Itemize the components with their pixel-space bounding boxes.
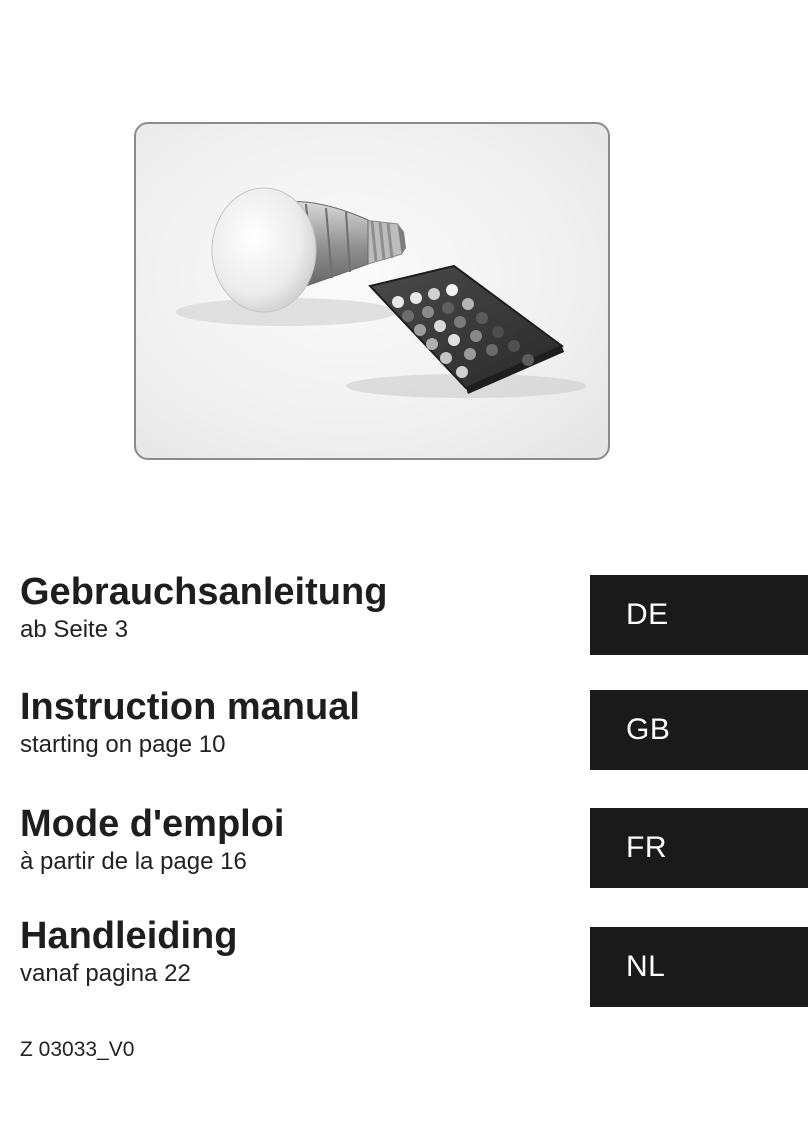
language-tab-nl: NL: [590, 927, 808, 1007]
section-subtitle: starting on page 10: [20, 731, 226, 758]
section-nl: [20, 914, 560, 989]
product-photo: [134, 122, 610, 460]
section-title: Gebrauchsanleitung: [20, 571, 388, 613]
bulb-base: [364, 220, 406, 264]
section-title: Instruction manual: [20, 686, 360, 728]
remote-control: [370, 266, 564, 394]
section-fr: [20, 802, 560, 877]
bulb-and-remote-illustration: [136, 124, 608, 458]
language-tab-de: DE: [590, 575, 808, 655]
section-title: Handleiding: [20, 915, 238, 957]
language-tab-fr: FR: [590, 808, 808, 888]
section-gb: [20, 685, 560, 760]
section-title: Mode d'emploi: [20, 803, 285, 845]
product-code: Z 03033_V0: [20, 1038, 135, 1061]
section-subtitle: vanaf pagina 22: [20, 960, 191, 987]
bulb-globe: [212, 188, 316, 312]
section-de: [20, 570, 560, 645]
section-subtitle: à partir de la page 16: [20, 848, 247, 875]
language-tab-gb: GB: [590, 690, 808, 770]
section-subtitle: ab Seite 3: [20, 616, 129, 643]
